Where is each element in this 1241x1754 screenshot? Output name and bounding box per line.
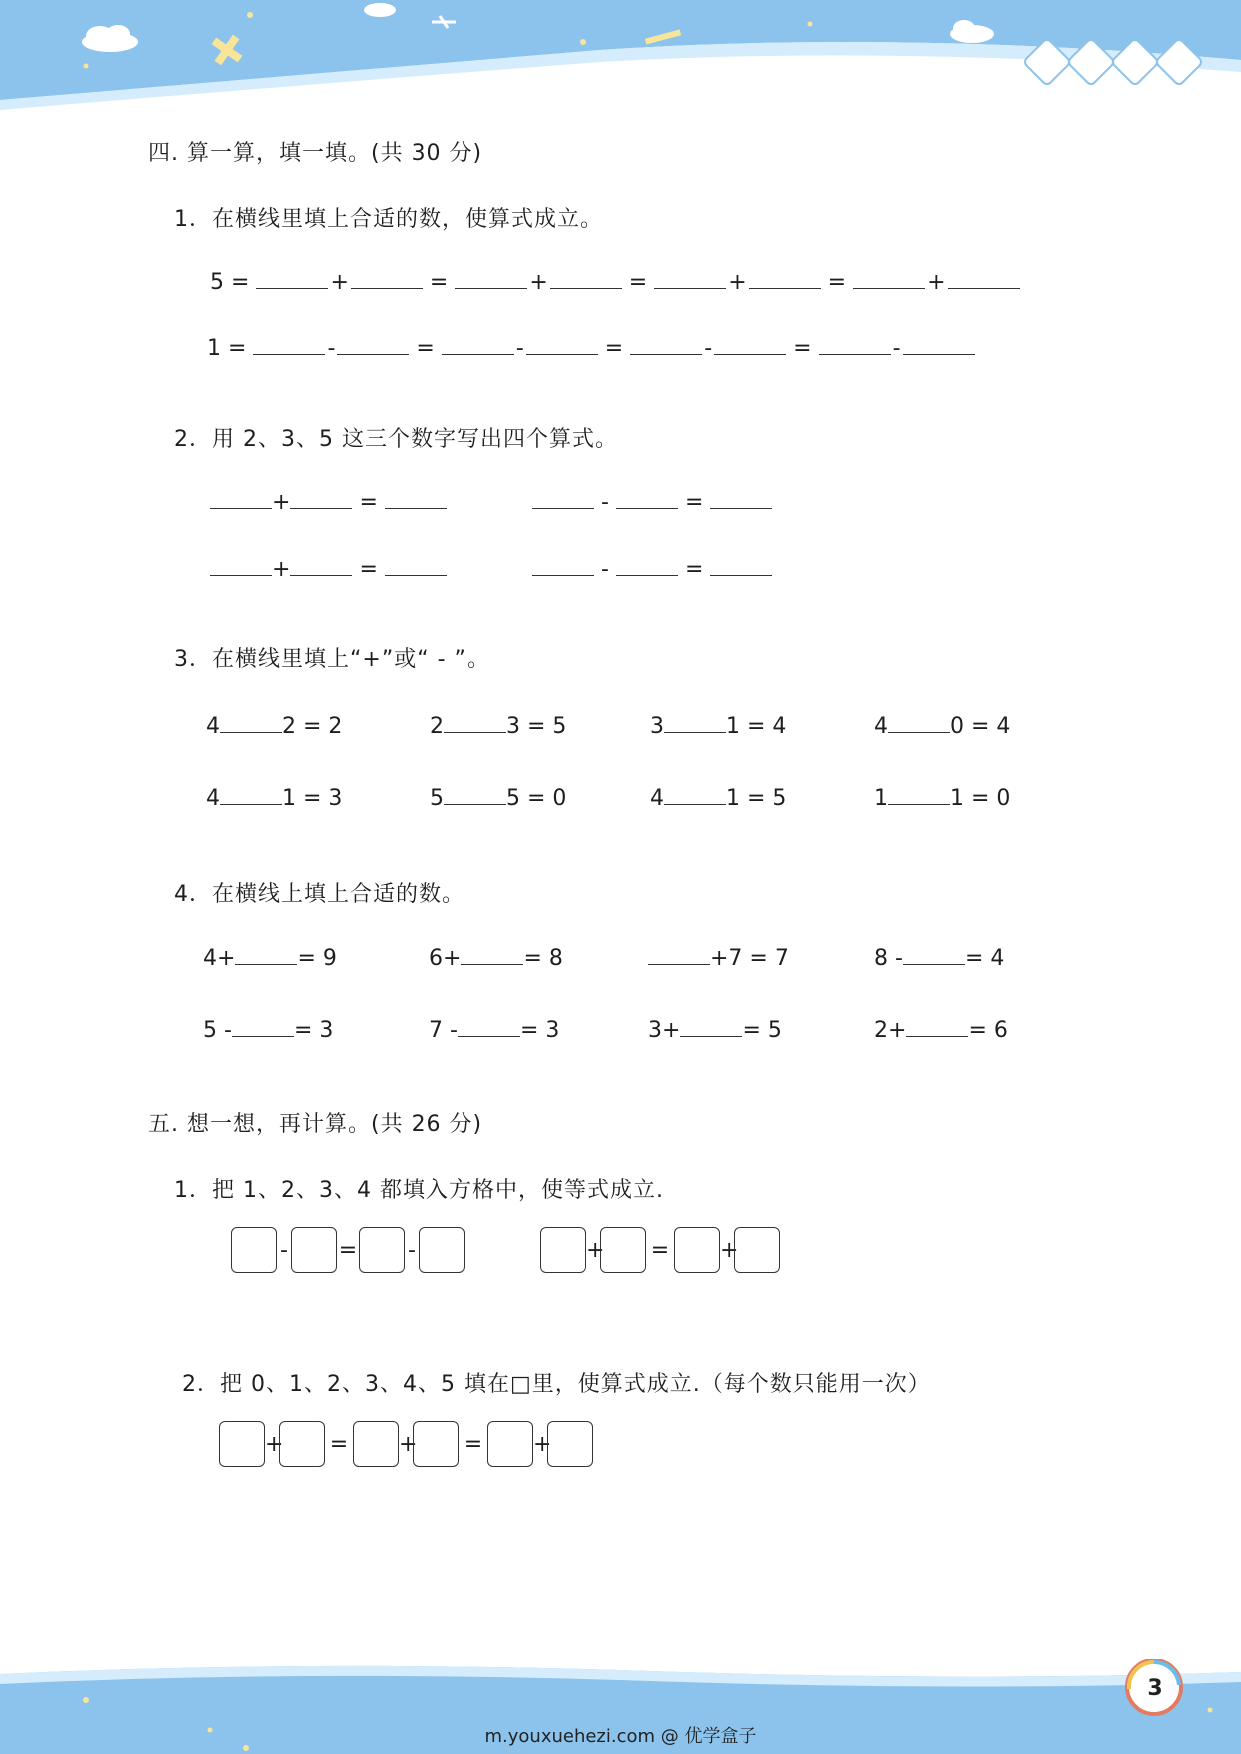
answer-blank[interactable] (337, 334, 409, 355)
pre: 5 - (203, 1018, 232, 1043)
answer-blank[interactable] (444, 712, 506, 733)
post: = 5 (742, 1018, 782, 1043)
rest: 1 = 4 (726, 714, 787, 739)
equals: = (628, 270, 648, 295)
answer-box[interactable] (219, 1421, 265, 1467)
answer-blank[interactable] (903, 944, 965, 965)
num: 4 (650, 786, 664, 811)
section-4-title: 四. 算一算，填一填。(共 30 分) (148, 141, 483, 166)
q4-3-item (430, 784, 566, 811)
answer-blank[interactable] (444, 784, 506, 805)
q4-2-title: 2．用 2、3、5 这三个数字写出四个算式。 (174, 427, 618, 452)
answer-box[interactable] (413, 1421, 459, 1467)
equals: = (463, 1431, 483, 1457)
operator: + (586, 1237, 605, 1263)
q4-4-item (203, 944, 337, 971)
equals: = (429, 270, 449, 295)
answer-box[interactable] (600, 1227, 646, 1273)
page-number: 3 (1147, 1676, 1163, 1701)
operator: + (927, 270, 946, 295)
q4-2-eq (532, 555, 772, 582)
q5-1-equation-b (540, 1227, 780, 1273)
equals: = (338, 1237, 358, 1263)
pre: 2+ (874, 1018, 907, 1043)
answer-box[interactable] (734, 1227, 780, 1273)
q4-3-title: 3．在横线里填上“+”或“ - ”。 (174, 647, 490, 672)
answer-blank[interactable] (385, 555, 447, 576)
q4-3-item (206, 712, 342, 739)
operator: - (280, 1237, 288, 1263)
pre: 3+ (648, 1018, 681, 1043)
header-banner (0, 0, 1241, 110)
answer-blank[interactable] (461, 944, 523, 965)
section-5-title: 五. 想一想，再计算。(共 26 分) (148, 1112, 483, 1137)
answer-blank[interactable] (458, 1016, 520, 1037)
q4-3-item (430, 712, 566, 739)
operator: + (529, 270, 548, 295)
num: 4 (206, 714, 220, 739)
answer-blank[interactable] (664, 784, 726, 805)
post: = 9 (297, 946, 337, 971)
operator: + (720, 1237, 739, 1263)
num: 4 (206, 786, 220, 811)
equals: = (650, 1237, 670, 1263)
operator: - (704, 336, 713, 361)
answer-blank[interactable] (526, 334, 598, 355)
answer-blank[interactable] (888, 712, 950, 733)
answer-blank[interactable] (648, 944, 710, 965)
operator: - (408, 1237, 416, 1263)
rest: 1 = 3 (282, 786, 343, 811)
q4-3-item (650, 784, 786, 811)
q4-1-row1 (210, 268, 1020, 295)
answer-blank[interactable] (948, 268, 1020, 289)
answer-blank[interactable] (210, 555, 272, 576)
operator: - (601, 557, 609, 582)
rest: 5 = 0 (506, 786, 567, 811)
operator: - (601, 490, 609, 515)
answer-blank[interactable] (664, 712, 726, 733)
pre: 6+ (429, 946, 462, 971)
operator: + (272, 490, 291, 515)
operator: + (728, 270, 747, 295)
answer-box[interactable] (231, 1227, 277, 1273)
q4-2-eq (210, 488, 447, 515)
num: 3 (650, 714, 664, 739)
pre: 7 - (429, 1018, 458, 1043)
q4-1-row2 (207, 334, 975, 361)
equals: = (416, 336, 435, 361)
footer-site-text[interactable]: m.youxuehezi.com @ 优学盒子 (484, 1726, 757, 1747)
answer-blank[interactable] (290, 488, 352, 509)
rest: 2 = 2 (282, 714, 343, 739)
answer-blank[interactable] (654, 268, 726, 289)
answer-box[interactable] (291, 1227, 337, 1273)
answer-blank[interactable] (532, 488, 594, 509)
answer-blank[interactable] (616, 488, 678, 509)
answer-blank[interactable] (853, 268, 925, 289)
q4-3-item (650, 712, 786, 739)
answer-blank[interactable] (455, 268, 527, 289)
answer-blank[interactable] (220, 712, 282, 733)
num: 2 (430, 714, 444, 739)
pre: 4+ (203, 946, 236, 971)
rest: 1 = 5 (726, 786, 787, 811)
answer-blank[interactable] (819, 334, 891, 355)
answer-blank[interactable] (550, 268, 622, 289)
answer-blank[interactable] (256, 268, 328, 289)
operator: - (892, 336, 901, 361)
q4-4-item (874, 1016, 1008, 1043)
post: = 6 (968, 1018, 1008, 1043)
answer-box[interactable] (419, 1227, 465, 1273)
q4-4-item (648, 944, 789, 971)
operator: + (533, 1431, 552, 1457)
equals: = (827, 270, 847, 295)
rest: 1 = 0 (950, 786, 1011, 811)
q5-1-equation-a (231, 1227, 465, 1273)
lead-text: 1 = (207, 336, 247, 361)
post: = 3 (519, 1018, 560, 1043)
operator: + (330, 270, 349, 295)
q4-3-item (874, 712, 1010, 739)
q4-4-title: 4．在横线上填上合适的数。 (174, 882, 465, 907)
equals: = (684, 490, 704, 515)
num: 4 (874, 714, 888, 739)
rest: 0 = 4 (950, 714, 1011, 739)
q4-2-eq (532, 488, 772, 515)
q4-4-item (203, 1016, 333, 1043)
lead-text: 5 = (210, 270, 250, 295)
q4-4-item (429, 1016, 559, 1043)
post: = 3 (293, 1018, 334, 1043)
q4-3-item (874, 784, 1010, 811)
num: 1 (874, 786, 888, 811)
equals: = (604, 336, 624, 361)
q5-1-title: 1．把 1、2、3、4 都填入方格中，使等式成立. (174, 1178, 664, 1203)
q4-4-item (874, 944, 1004, 971)
answer-blank[interactable] (290, 555, 352, 576)
answer-blank[interactable] (220, 784, 282, 805)
answer-box[interactable] (359, 1227, 405, 1273)
equals: = (359, 557, 378, 582)
answer-blank[interactable] (680, 1016, 742, 1037)
answer-box[interactable] (487, 1421, 533, 1467)
pre: 8 - (874, 946, 903, 971)
equals: = (684, 557, 704, 582)
answer-blank[interactable] (210, 488, 272, 509)
q4-2-eq (210, 555, 447, 582)
q5-2-title: 2．把 0、1、2、3、4、5 填在□里，使算式成立.（每个数只能用一次） (182, 1372, 931, 1397)
answer-blank[interactable] (903, 334, 975, 355)
q5-2-equation (219, 1421, 593, 1467)
answer-blank[interactable] (906, 1016, 968, 1037)
answer-blank[interactable] (710, 488, 772, 509)
operator: - (515, 336, 524, 361)
q4-4-item (429, 944, 563, 971)
answer-blank[interactable] (532, 555, 594, 576)
post: = 4 (964, 946, 1005, 971)
answer-blank[interactable] (714, 334, 786, 355)
operator: + (399, 1431, 418, 1457)
equals: = (359, 490, 378, 515)
answer-box[interactable] (279, 1421, 325, 1467)
answer-blank[interactable] (442, 334, 514, 355)
answer-blank[interactable] (351, 268, 423, 289)
answer-blank[interactable] (253, 334, 325, 355)
answer-blank[interactable] (749, 268, 821, 289)
q4-3-item (206, 784, 342, 811)
operator: + (272, 557, 291, 582)
operator: - (327, 336, 336, 361)
answer-box[interactable] (540, 1227, 586, 1273)
post: +7 = 7 (710, 946, 789, 971)
answer-blank[interactable] (710, 555, 772, 576)
q4-4-item (648, 1016, 782, 1043)
answer-blank[interactable] (888, 784, 950, 805)
q4-1-title: 1．在横线里填上合适的数，使算式成立。 (174, 207, 603, 232)
answer-blank[interactable] (235, 944, 297, 965)
operator: + (265, 1431, 284, 1457)
answer-blank[interactable] (232, 1016, 294, 1037)
answer-blank[interactable] (616, 555, 678, 576)
equals: = (329, 1431, 349, 1457)
rest: 3 = 5 (506, 714, 567, 739)
answer-box[interactable] (353, 1421, 399, 1467)
equals: = (793, 336, 812, 361)
answer-box[interactable] (547, 1421, 593, 1467)
num: 5 (430, 786, 444, 811)
answer-box[interactable] (674, 1227, 720, 1273)
post: = 8 (523, 946, 563, 971)
answer-blank[interactable] (630, 334, 702, 355)
answer-blank[interactable] (385, 488, 447, 509)
